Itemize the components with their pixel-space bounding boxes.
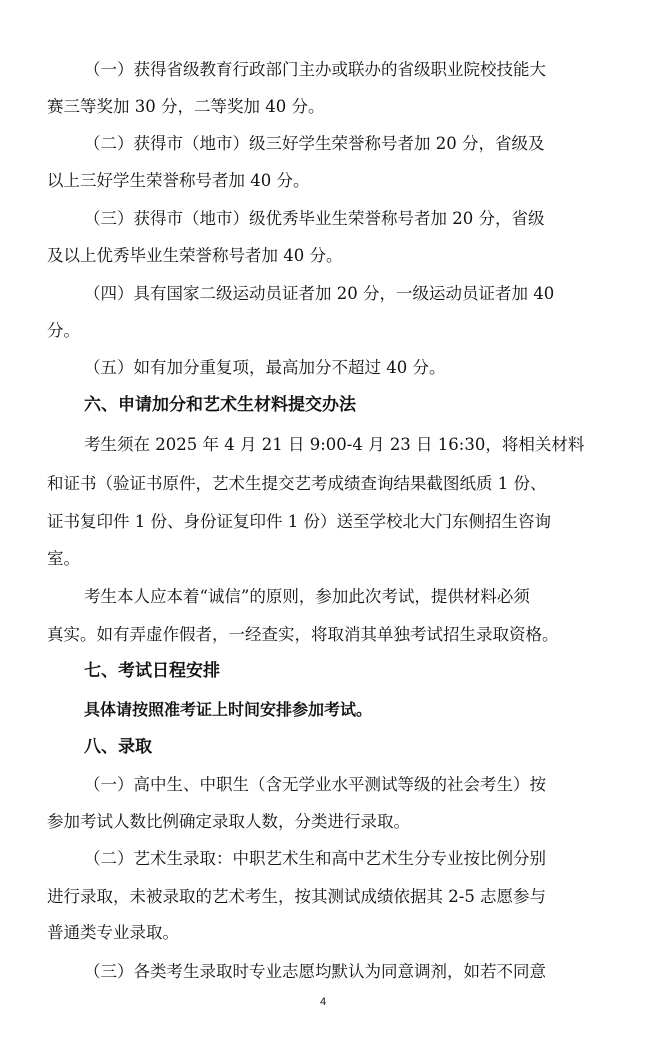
- section-8-item-2-line-2: 进行录取，未被录取的艺术考生，按其测试成绩依据其 2-5 志愿参与: [47, 887, 547, 906]
- page-number: 4: [319, 996, 327, 1008]
- section-8-item-2-line-3: 普通类专业录取。: [47, 923, 179, 942]
- bonus-item-5-line-1: （五）如有加分重复项，最高加分不超过 40 分。: [84, 358, 446, 377]
- section-6-para-1-line-4: 室。: [47, 549, 80, 568]
- bonus-item-2-line-2: 以上三好学生荣誉称号者加 40 分。: [47, 171, 310, 190]
- bonus-item-4-line-1: （四）具有国家二级运动员证者加 20 分，一级运动员证者加 40: [84, 284, 555, 303]
- section-6-para-1-line-2: 和证书（验证书原件，艺术生提交艺考成绩查询结果截图纸质 1 份、: [47, 474, 547, 493]
- section-7-text: 具体请按照准考证上时间安排参加考试。: [84, 700, 373, 719]
- bonus-item-3-line-2: 及以上优秀毕业生荣誉称号者加 40 分。: [47, 246, 343, 265]
- bonus-item-3-line-1: （三）获得市（地市）级优秀毕业生荣誉称号者加 20 分，省级: [84, 209, 545, 228]
- section-8-heading: 八、录取: [84, 737, 152, 757]
- bonus-item-1-line-1: （一）获得省级教育行政部门主办或联办的省级职业院校技能大: [84, 60, 546, 79]
- bonus-item-1-line-2: 赛三等奖加 30 分，二等奖加 40 分。: [47, 97, 325, 116]
- bonus-item-2-line-1: （二）获得市（地市）级三好学生荣誉称号者加 20 分，省级及: [84, 134, 545, 153]
- section-6-para-2-line-2: 真实。如有弄虚作假者，一经查实，将取消其单独考试招生录取资格。: [47, 625, 559, 644]
- section-8-item-2-line-1: （二）艺术生录取：中职艺术生和高中艺术生分专业按比例分别: [84, 849, 546, 868]
- section-8-item-1-line-2: 参加考试人数比例确定录取人数，分类进行录取。: [47, 812, 410, 831]
- section-6-para-2-line-1: 考生本人应本着“诚信”的原则，参加此次考试，提供材料必须: [84, 587, 530, 606]
- section-8-item-1-line-1: （一）高中生、中职生（含无学业水平测试等级的社会考生）按: [84, 775, 546, 794]
- section-6-heading: 六、申请加分和艺术生材料提交办法: [84, 395, 356, 415]
- section-8-item-3-line-1: （三）各类考生录取时专业志愿均默认为同意调剂，如若不同意: [84, 962, 546, 981]
- section-6-para-1-line-3: 证书复印件 1 份、身份证复印件 1 份）送至学校北大门东侧招生咨询: [47, 512, 551, 531]
- bonus-item-4-line-2: 分。: [47, 321, 80, 340]
- section-7-heading: 七、考试日程安排: [84, 661, 220, 681]
- section-6-para-1-line-1: 考生须在 2025 年 4 月 21 日 9:00-4 月 23 日 16:30，将相关材料: [84, 435, 585, 454]
